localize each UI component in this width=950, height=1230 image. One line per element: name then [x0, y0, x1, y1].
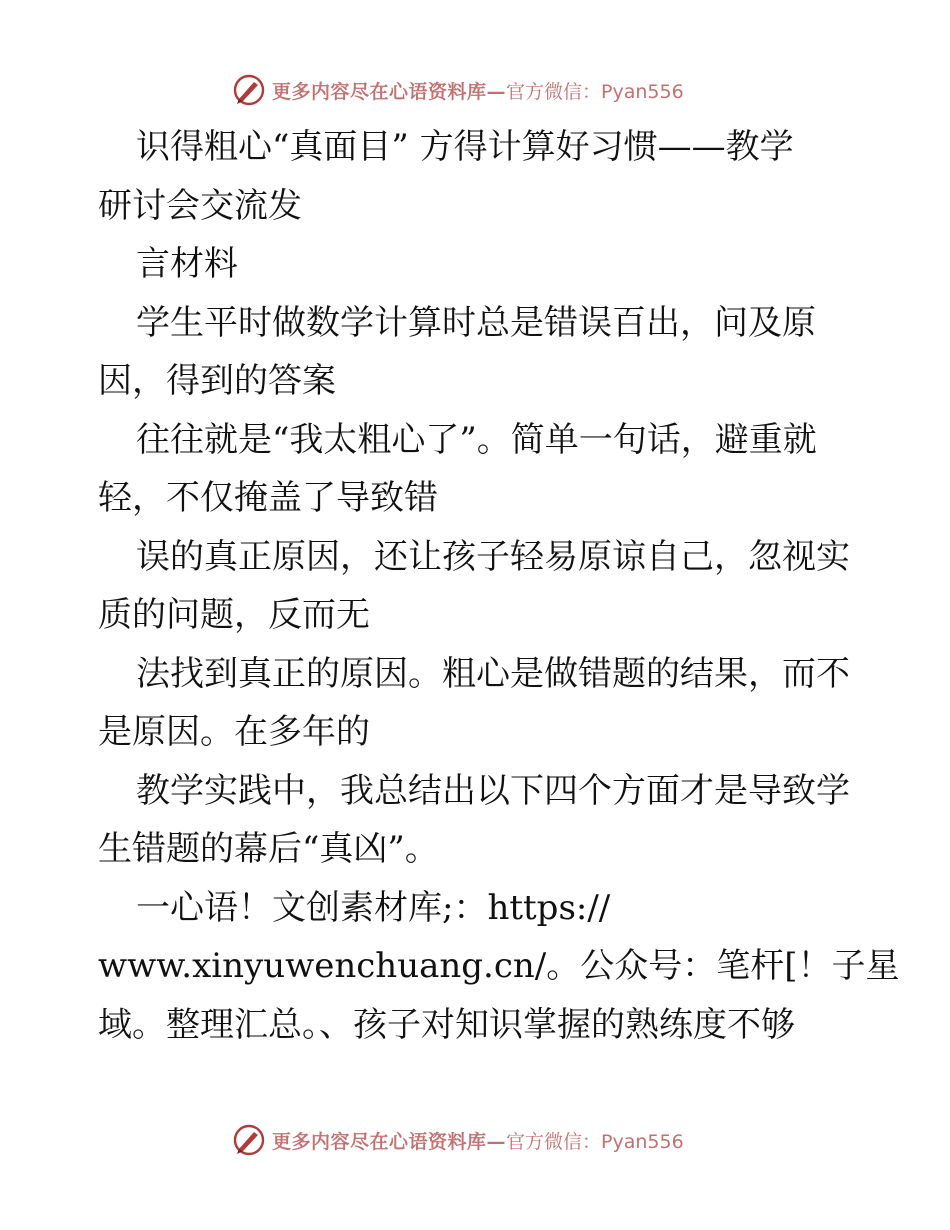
paragraph-line-url: www.xinyuwenchuang.cn/。公众号：笔杆[！子星	[98, 946, 900, 986]
paragraph-line: 误的真正原因，还让孩子轻易原谅自己，忽视实	[136, 536, 850, 577]
paragraph-line: 是原因。在多年的	[98, 712, 370, 752]
paragraph-line: 域。整理汇总。、孩子对知识掌握的熟练度不够	[98, 1004, 795, 1045]
document-body	[98, 118, 900, 1054]
title-line-2: 研讨会交流发	[98, 185, 302, 226]
pen-logo-icon	[232, 73, 266, 107]
paragraph-line: 往往就是“我太粗心了”。简单一句话，避重就	[136, 419, 817, 460]
paragraph-line: 学生平时做数学计算时总是错误百出，问及原	[136, 302, 816, 343]
title-line-1: 识得粗心“真面目” 方得计算好习惯——教学	[136, 127, 794, 167]
paragraph-line: 法找到真正的原因。粗心是做错题的结果，而不	[136, 653, 850, 694]
paragraph-line: 一心语！文创素材库;：https://	[136, 887, 611, 928]
paragraph-line: 因，得到的答案	[98, 361, 336, 401]
watermark-text: 更多内容尽在心语资料库—	[272, 80, 507, 103]
paragraph-line: 教学实践中，我总结出以下四个方面才是导致学	[136, 770, 850, 811]
paragraph-line: 生错题的幕后“真凶”。	[98, 829, 439, 869]
paragraph-line: 质的问题，反而无	[98, 595, 370, 635]
footer-watermark	[232, 1120, 684, 1160]
paragraph-line: 轻，不仅掩盖了导致错	[98, 478, 438, 518]
watermark-contact: 官方微信：Pyan556	[506, 1130, 684, 1153]
title-line-3: 言材料	[136, 244, 238, 284]
watermark-text: 更多内容尽在心语资料库—	[272, 1130, 507, 1153]
watermark-contact: 官方微信：Pyan556	[506, 80, 684, 103]
header-watermark	[232, 70, 684, 110]
pen-logo-icon	[232, 1123, 266, 1157]
